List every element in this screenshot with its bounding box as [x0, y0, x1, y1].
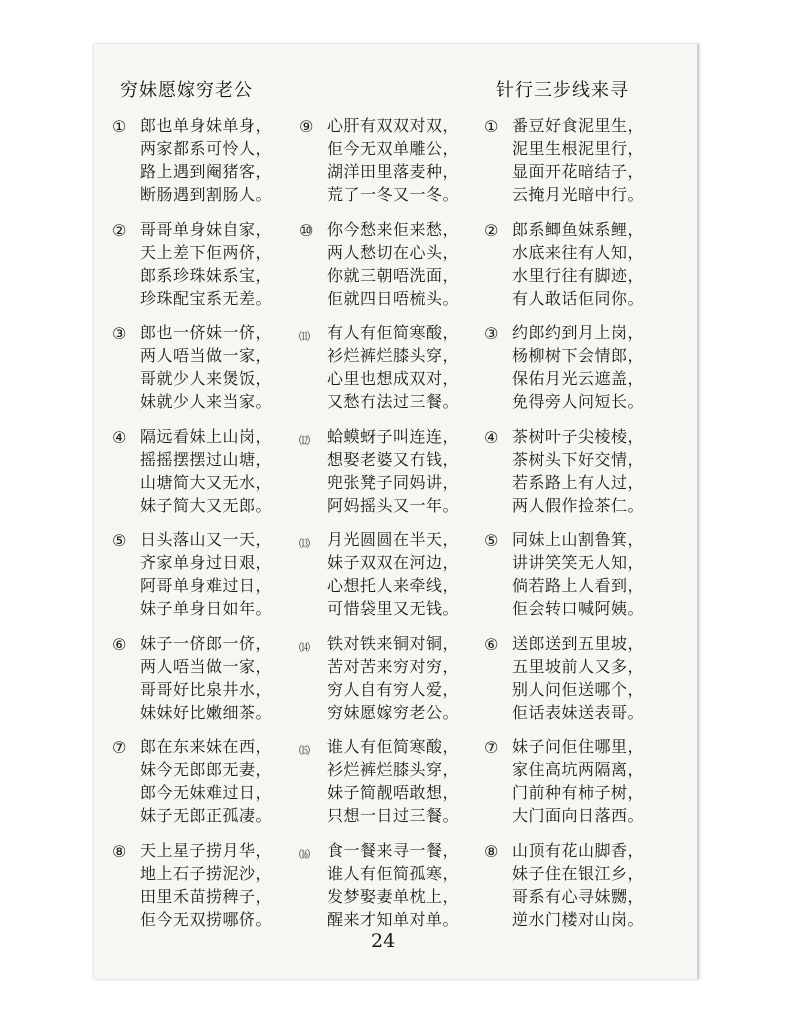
verse-line: 妹子单身日如年。 — [140, 599, 273, 618]
verse-line: 醒来才知单对单。 — [327, 909, 460, 929]
stanza-lines — [327, 528, 459, 620]
stanza-lines — [140, 321, 272, 413]
section-title-left: 穷妹愿嫁穷老公 — [120, 80, 253, 101]
verse-line: 田里禾苗捞稗子， — [140, 886, 273, 906]
stanza-number: ② — [112, 220, 127, 240]
verse-line: 你今愁来佢来愁， — [327, 219, 460, 239]
verse-line: 两人假作捡茶仁。 — [512, 495, 645, 515]
verse-line: 郎在东来妹在西， — [140, 737, 273, 756]
verse-line: 妹子问佢住哪里， — [512, 737, 645, 756]
verse-line: 发梦娶妻单枕上， — [327, 886, 460, 906]
stanza-number: ⑤ — [112, 531, 127, 550]
verse-line: 逆水门楼对山岗。 — [512, 909, 645, 929]
stanza-number: ③ — [112, 324, 127, 343]
stanza-number: ⒃ — [299, 847, 310, 861]
verse-line: 妹今无郎郎无妻， — [140, 760, 273, 779]
stanza-lines — [512, 528, 644, 620]
verse-line: 佢就四日唔梳头。 — [327, 288, 460, 308]
verse-line: 心里也想成双对， — [327, 369, 460, 388]
stanza-number: ⑥ — [484, 634, 499, 654]
verse-line: 可惜袋里又无钱。 — [327, 599, 460, 618]
verse-line: 妹子无郎正孤凄。 — [140, 806, 273, 825]
verse-line: 妹子简大又无郎。 — [140, 495, 273, 515]
stanza-lines — [327, 735, 459, 827]
verse-line: 杨柳树下会情郎， — [512, 346, 645, 365]
stanza-number: ④ — [112, 427, 127, 447]
verse-line: 苦对苦来穷对穷， — [327, 656, 460, 676]
verse-line: 月光圆圆在半天， — [327, 530, 460, 549]
verse-line: 佢话表妹送表哥。 — [512, 702, 645, 722]
verse-line: 免得旁人问短长。 — [512, 392, 645, 411]
verse-line: 只想一日过三餐。 — [327, 806, 460, 825]
verse-line: 你就三朝唔洗面， — [327, 265, 460, 285]
stanza-lines — [512, 632, 644, 724]
verse-line: 穷人自有穷人爱， — [327, 679, 460, 699]
verse-line: 又愁冇法过三餐。 — [327, 392, 460, 411]
verse-line: 珍珠配宝系无差。 — [140, 288, 273, 308]
verse-line: 郎系鲫鱼妹系鲤， — [512, 219, 645, 239]
verse-line: 两家都系可怜人， — [140, 139, 273, 158]
stanza-number: ① — [484, 117, 499, 136]
verse-line: 佢今无双捞哪侪。 — [140, 909, 273, 929]
verse-line: 兜张凳子同妈讲， — [327, 472, 460, 492]
verse-line: 湖洋田里落麦种， — [327, 162, 460, 181]
stanza-number: ⑧ — [484, 841, 499, 861]
stanza-lines — [327, 114, 459, 206]
verse-line: 妹就少人来当家。 — [140, 392, 273, 411]
verse-line: 阿妈摇头又一年。 — [327, 495, 460, 515]
verse-line: 日头落山又一天， — [140, 530, 273, 549]
verse-line: 郎系珍珠妹系宝， — [140, 265, 273, 285]
verse-line: 同妹上山割鲁箕， — [512, 530, 645, 549]
verse-line: 哥系有心寻妹嬲， — [512, 886, 645, 906]
verse-line: 心肝有双双对双， — [327, 116, 460, 135]
stanza-number: ⑦ — [112, 738, 127, 757]
stanza-lines — [327, 839, 459, 931]
verse-line: 摇摇摆摆过山塘， — [140, 449, 273, 469]
stanza-number: ⑩ — [299, 220, 314, 240]
verse-line: 约郎约到月上岗， — [512, 323, 645, 342]
verse-line: 阿哥单身难过日， — [140, 576, 273, 595]
stanza-number: ⑨ — [299, 117, 314, 136]
verse-line: 妹子住在银江乡， — [512, 863, 645, 883]
verse-line: 大门面向日落西。 — [512, 806, 645, 825]
stanza-number: ④ — [484, 427, 499, 447]
page-number: 24 — [371, 930, 396, 952]
verse-line: 齐家单身过日艰， — [140, 553, 273, 572]
verse-line: 荒了一冬又一冬。 — [327, 185, 460, 204]
stanza-lines — [512, 321, 644, 413]
verse-line: 别人问佢送哪个， — [512, 679, 645, 699]
stanza-number: ⑾ — [299, 330, 310, 343]
verse-line: 地上石子捞泥沙， — [140, 863, 273, 883]
verse-line: 谁人有佢简寒酸， — [327, 737, 460, 756]
stanza-lines — [327, 632, 459, 724]
stanza-lines — [512, 425, 644, 517]
verse-line: 家住高坑两隔离， — [512, 760, 645, 779]
stanza-number: ⒂ — [299, 744, 310, 757]
stanza-lines — [327, 218, 459, 310]
verse-line: 水底来往有人知， — [512, 242, 645, 262]
verse-line: 隔远看妹上山岗， — [140, 426, 273, 446]
stanza-lines — [140, 218, 272, 310]
verse-line: 佢今无双单雕公， — [327, 139, 460, 158]
verse-line: 番豆好食泥里生， — [512, 116, 645, 135]
stanza-lines — [140, 425, 272, 517]
stanza-number: ⑧ — [112, 841, 127, 861]
verse-line: 天上星子捞月华， — [140, 840, 273, 860]
verse-line: 山塘简大又无水， — [140, 472, 273, 492]
stanza-lines — [140, 114, 272, 206]
stanza-number: ③ — [484, 324, 499, 343]
verse-line: 哥哥单身妹自家， — [140, 219, 273, 239]
verse-line: 想娶老婆又冇钱， — [327, 449, 460, 469]
verse-line: 食一餐来寻一餐， — [327, 840, 460, 860]
stanza-number: ⒁ — [299, 640, 310, 654]
verse-line: 若系路上有人过， — [512, 472, 645, 492]
stanza-number: ⒀ — [299, 537, 310, 550]
verse-line: 两人愁切在心头， — [327, 242, 460, 262]
stanza-lines — [512, 735, 644, 827]
verse-line: 穷妹愿嫁穷老公。 — [327, 702, 460, 722]
verse-line: 妹子一侪郎一侪， — [140, 633, 273, 653]
stanza-number: ⑥ — [112, 634, 127, 654]
verse-line: 两人唔当做一家， — [140, 346, 273, 365]
stanza-lines — [327, 321, 459, 413]
stanza-number: ⑿ — [299, 433, 310, 447]
verse-line: 有人有佢简寒酸， — [327, 323, 460, 342]
verse-line: 泥里生根泥里行， — [512, 139, 645, 158]
stanza-lines — [512, 218, 644, 310]
verse-line: 云掩月光暗中行。 — [512, 185, 645, 204]
verse-line: 有人敢话佢同你。 — [512, 288, 645, 308]
verse-line: 妹子双双在河边， — [327, 553, 460, 572]
verse-line: 五里坡前人又多， — [512, 656, 645, 676]
verse-line: 天上差下佢两侪， — [140, 242, 273, 262]
verse-line: 门前种有柿子树， — [512, 783, 645, 802]
verse-line: 显面开花暗结子， — [512, 162, 645, 181]
verse-line: 佢会转口喊阿姨。 — [512, 599, 645, 618]
stanza-lines — [512, 114, 644, 206]
verse-line: 妹子简靓唔敢想， — [327, 783, 460, 802]
stanza-lines — [140, 528, 272, 620]
verse-line: 衫烂裤烂膝头穿， — [327, 760, 460, 779]
stanza-lines — [140, 839, 272, 931]
verse-line: 保佑月光云遮盖， — [512, 369, 645, 388]
stanza-lines — [140, 735, 272, 827]
stanza-number: ① — [112, 117, 127, 136]
stanza-number: ⑤ — [484, 531, 499, 550]
verse-line: 郎也单身妹单身， — [140, 116, 273, 135]
verse-line: 水里行往有脚迹， — [512, 265, 645, 285]
verse-line: 山顶有花山脚香， — [512, 840, 645, 860]
verse-line: 铁对铁来铜对铜， — [327, 633, 460, 653]
verse-line: 衫烂裤烂膝头穿， — [327, 346, 460, 365]
verse-line: 茶树叶子尖棱棱， — [512, 426, 645, 446]
verse-line: 茶树头下好交情， — [512, 449, 645, 469]
verse-line: 送郎送到五里坡， — [512, 633, 645, 653]
verse-line: 路上遇到阉猪客， — [140, 162, 273, 181]
section-title-right: 针行三步线来寻 — [496, 80, 629, 101]
stanza-lines — [512, 839, 644, 931]
verse-line: 郎今无妹难过日， — [140, 783, 273, 802]
verse-line: 断肠遇到割肠人。 — [140, 185, 273, 204]
verse-line: 妹妹好比嫩细茶。 — [140, 702, 273, 722]
verse-line: 谁人有佢简孤寒， — [327, 863, 460, 883]
verse-line: 倘若路上人看到， — [512, 576, 645, 595]
verse-line: 蛤蟆蚜子叫连连， — [327, 426, 460, 446]
stanza-number: ② — [484, 220, 499, 240]
verse-line: 讲讲笑笑无人知， — [512, 553, 645, 572]
verse-line: 哥哥好比泉井水， — [140, 679, 273, 699]
verse-line: 两人唔当做一家， — [140, 656, 273, 676]
verse-line: 哥就少人来煲饭， — [140, 369, 273, 388]
verse-line: 郎也一侪妹一侪， — [140, 323, 273, 342]
stanza-lines — [140, 632, 272, 724]
verse-line: 心想托人来牵线， — [327, 576, 460, 595]
stanza-lines — [327, 425, 459, 517]
stanza-number: ⑦ — [484, 738, 499, 757]
